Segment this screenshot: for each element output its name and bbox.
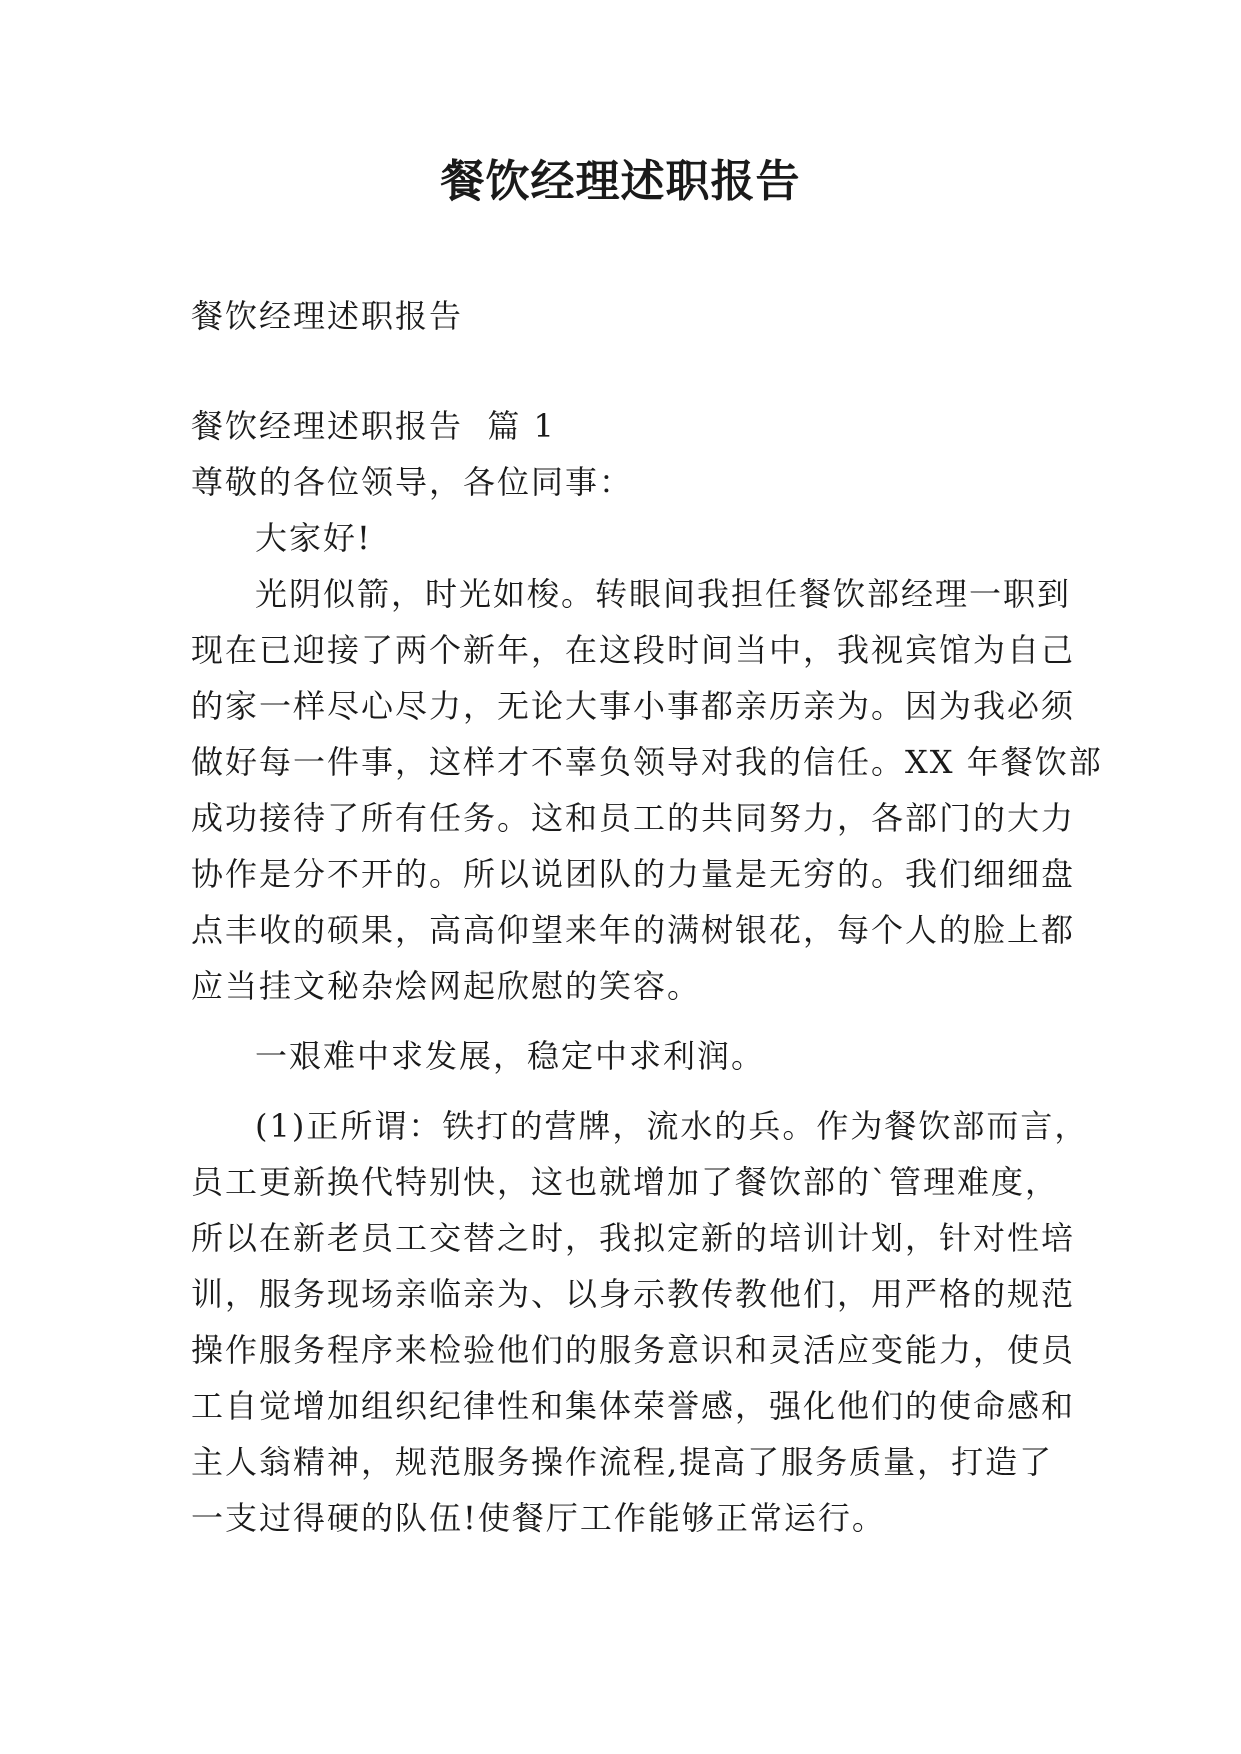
paragraph-line: 的家一样尽心尽力，无论大事小事都亲历亲为。因为我必须 bbox=[191, 687, 1076, 725]
paragraph-line: 所以在新老员工交替之时，我拟定新的培训计划，针对性培 bbox=[191, 1219, 1076, 1257]
section-heading: 餐饮经理述职报告 篇 1 bbox=[191, 407, 556, 445]
greeting: 大家好! bbox=[255, 519, 372, 557]
paragraph-line: 操作服务程序来检验他们的服务意识和灵活应变能力，使员 bbox=[191, 1331, 1076, 1369]
paragraph-line: 点丰收的硕果，高高仰望来年的满树银花，每个人的脸上都 bbox=[191, 911, 1076, 949]
paragraph-line: 工自觉增加组织纪律性和集体荣誉感，强化他们的使命感和 bbox=[191, 1387, 1076, 1425]
paragraph-line: 主人翁精神，规范服务操作流程,提高了服务质量，打造了 bbox=[191, 1443, 1054, 1481]
paragraph-line: 协作是分不开的。所以说团队的力量是无穷的。我们细细盘 bbox=[191, 855, 1076, 893]
document-subtitle: 餐饮经理述职报告 bbox=[191, 297, 464, 335]
paragraph-line: 训，服务现场亲临亲为、以身示教传教他们，用严格的规范 bbox=[191, 1275, 1076, 1313]
paragraph-line: 应当挂文秘杂烩网起欣慰的笑容。 bbox=[191, 967, 702, 1005]
salutation: 尊敬的各位领导，各位同事： bbox=[191, 463, 634, 501]
paragraph-line: 成功接待了所有任务。这和员工的共同努力，各部门的大力 bbox=[191, 799, 1076, 837]
paragraph-line: 现在已迎接了两个新年，在这段时间当中，我视宾馆为自己 bbox=[191, 631, 1076, 669]
paragraph-line: 员工更新换代特别快，这也就增加了餐饮部的`管理难度， bbox=[191, 1163, 1060, 1201]
paragraph-line: 光阴似箭，时光如梭。转眼间我担任餐饮部经理一职到 bbox=[255, 575, 1072, 613]
paragraph-line: 做好每一件事，这样才不辜负领导对我的信任。XX 年餐饮部 bbox=[191, 743, 1103, 781]
section-heading-1: 一艰难中求发展，稳定中求利润。 bbox=[255, 1037, 766, 1075]
paragraph-line: (1)正所谓：铁打的营牌，流水的兵。作为餐饮部而言， bbox=[255, 1107, 1089, 1145]
document-title: 餐饮经理述职报告 bbox=[440, 156, 801, 207]
paragraph-line: 一支过得硬的队伍!使餐厅工作能够正常运行。 bbox=[191, 1499, 886, 1537]
